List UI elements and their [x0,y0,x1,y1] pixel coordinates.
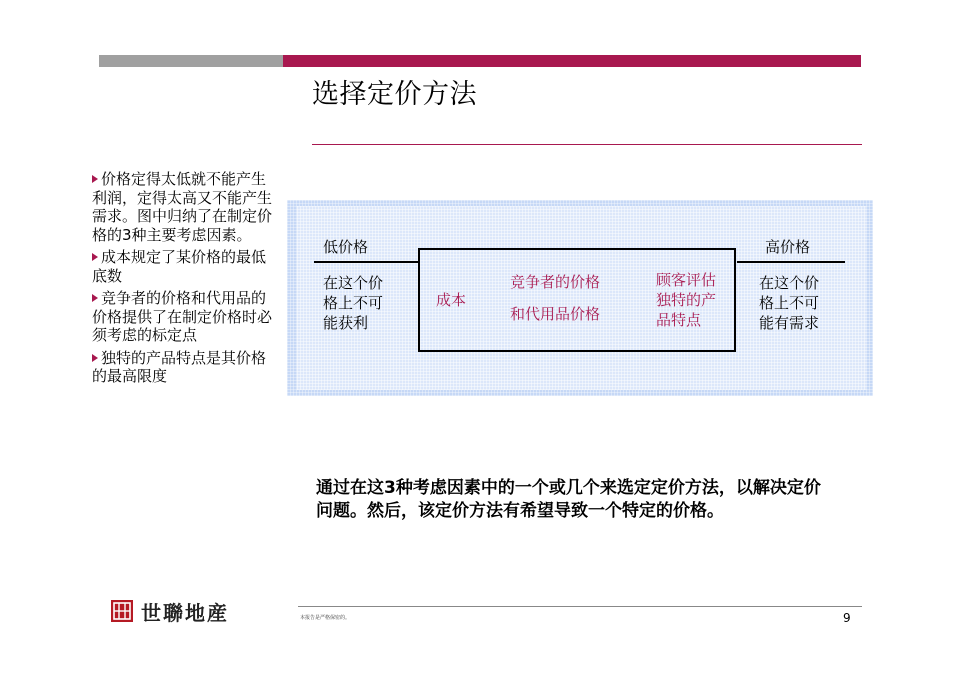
bullet-item: 独特的产品特点是其价格的最高限度 [92,348,267,385]
low-price-description: 在这个价 格上不可 能获利 [323,274,384,332]
low-price-label: 低价格 [323,238,369,256]
low-price-rule [314,261,418,263]
page-title: 选择定价方法 [312,79,477,110]
bullet-triangle-icon [92,294,98,302]
bullet-list [92,170,277,390]
company-logo-text: 世聯地産 [141,601,229,625]
bullet-item: 成本规定了某价格的最低底数 [92,248,267,285]
high-price-label: 高价格 [765,238,811,256]
factor-customer: 顾客评估 独特的产 品特点 [656,271,717,329]
footer-divider [298,606,862,607]
company-logo-icon [111,600,133,622]
title-divider [312,144,862,145]
bullet-triangle-icon [92,175,98,183]
bullet-triangle-icon [92,354,98,362]
header-bar-accent [283,55,861,67]
factor-competitor-line1: 竞争者的价格 [510,273,601,291]
high-price-description: 在这个价 格上不可 能有需求 [759,274,820,332]
bullet-triangle-icon [92,253,98,261]
factor-cost: 成本 [436,291,467,309]
confidential-note: 本报告是严格保密的。 [300,615,351,621]
bullet-item: 竞争者的价格和代用品的价格提供了在制定价格时必须考虑的标定点 [92,289,273,344]
factor-competitor-line2: 和代用品价格 [510,305,601,323]
header-bar-gray [99,55,283,67]
bullet-item: 价格定得太低就不能产生利润，定得太高又不能产生需求。图中归纳了在制定价格的3种主要考虑因素。 [92,170,273,244]
page-number: 9 [843,611,851,625]
summary-text: 通过在这3种考虑因素中的一个或几个来选定定价方法，以解决定价问题。然后，该定价方法有希望导致一个特定的价格。 [316,478,821,521]
high-price-rule [737,261,845,263]
